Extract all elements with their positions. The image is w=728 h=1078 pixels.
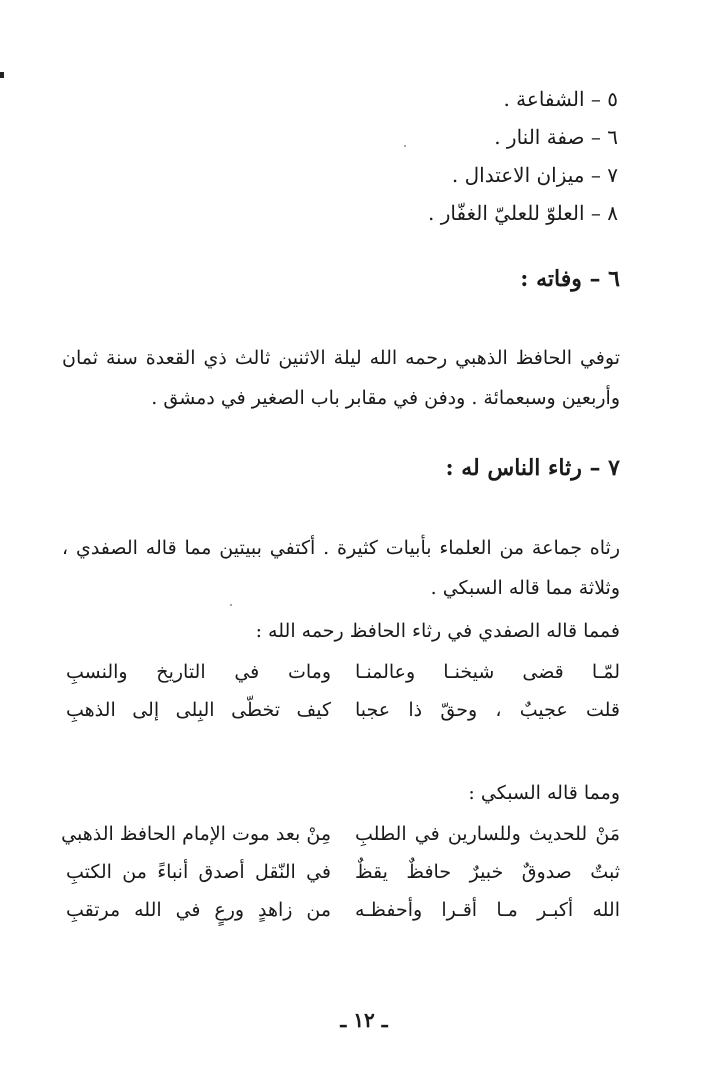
- safadi-intro: فمما قاله الصفدي في رثاء الحافظ رحمه الله :: [255, 620, 620, 642]
- section-heading-death: ٦ – وفاته :: [520, 266, 620, 292]
- section-heading-elegies: ٧ – رثاء الناس له :: [445, 455, 620, 481]
- list-item: ٨ – العلوّ للعليّ الغفّار .: [428, 201, 618, 225]
- verse-row: [66, 890, 620, 930]
- list-item: ٥ – الشفاعة .: [503, 87, 618, 111]
- verse-second-hemistich: مِنْ بعد موت الإمام الحافظ الذهبي: [61, 823, 331, 845]
- page-number: ـ ١٢ ـ: [340, 1008, 388, 1032]
- paragraph-death: توفي الحافظ الذهبي رحمه الله ليلة الاثنين ثالث ذي القعدة سنة ثمان وأربعين وسبعمائة . ودفن في مقابر باب الصغير في دمشق .: [62, 347, 620, 409]
- verse-first-hemistich: لمّـا قضى شيخنـا وعالمنـا: [355, 661, 620, 683]
- list-item: ٦ – صفة النار .: [494, 125, 618, 149]
- scan-edge-mark: [0, 72, 4, 78]
- verse-first-hemistich: الله أكبـر مـا أقـرا وأحفظـه: [355, 899, 620, 921]
- verse-row: [61, 814, 620, 854]
- verse-second-hemistich: ومات في التاريخ والنسبِ: [66, 661, 331, 683]
- verse-first-hemistich: ثبتٌ صدوقٌ خبيرٌ حافظٌ يقظٌ: [355, 861, 620, 883]
- verse-row: [66, 852, 620, 892]
- works-list: [118, 80, 618, 232]
- paragraph-elegies: رثاه جماعة من العلماء بأبيات كثيرة . أكتفي ببيتين مما قاله الصفدي ، وثلاثة مما قاله السبكي .: [62, 537, 620, 599]
- verse-first-hemistich: مَنْ للحديث وللسارين في الطلبِ: [355, 823, 620, 845]
- list-item: ٧ – ميزان الاعتدال .: [451, 163, 618, 187]
- verse-second-hemistich: كيف تخطّى البِلى إلى الذهبِ: [66, 699, 331, 721]
- verse-row: [66, 690, 620, 730]
- verse-row: [66, 652, 620, 692]
- verse-second-hemistich: في النّقل أصدق أنباءً من الكتبِ: [66, 861, 331, 883]
- verse-second-hemistich: من زاهدٍ ورعٍ في الله مرتقبِ: [66, 899, 331, 921]
- verse-first-hemistich: قلت عجيبٌ ، وحقّ ذا عجبا: [355, 699, 620, 721]
- subki-intro: ومما قاله السبكي :: [468, 782, 620, 804]
